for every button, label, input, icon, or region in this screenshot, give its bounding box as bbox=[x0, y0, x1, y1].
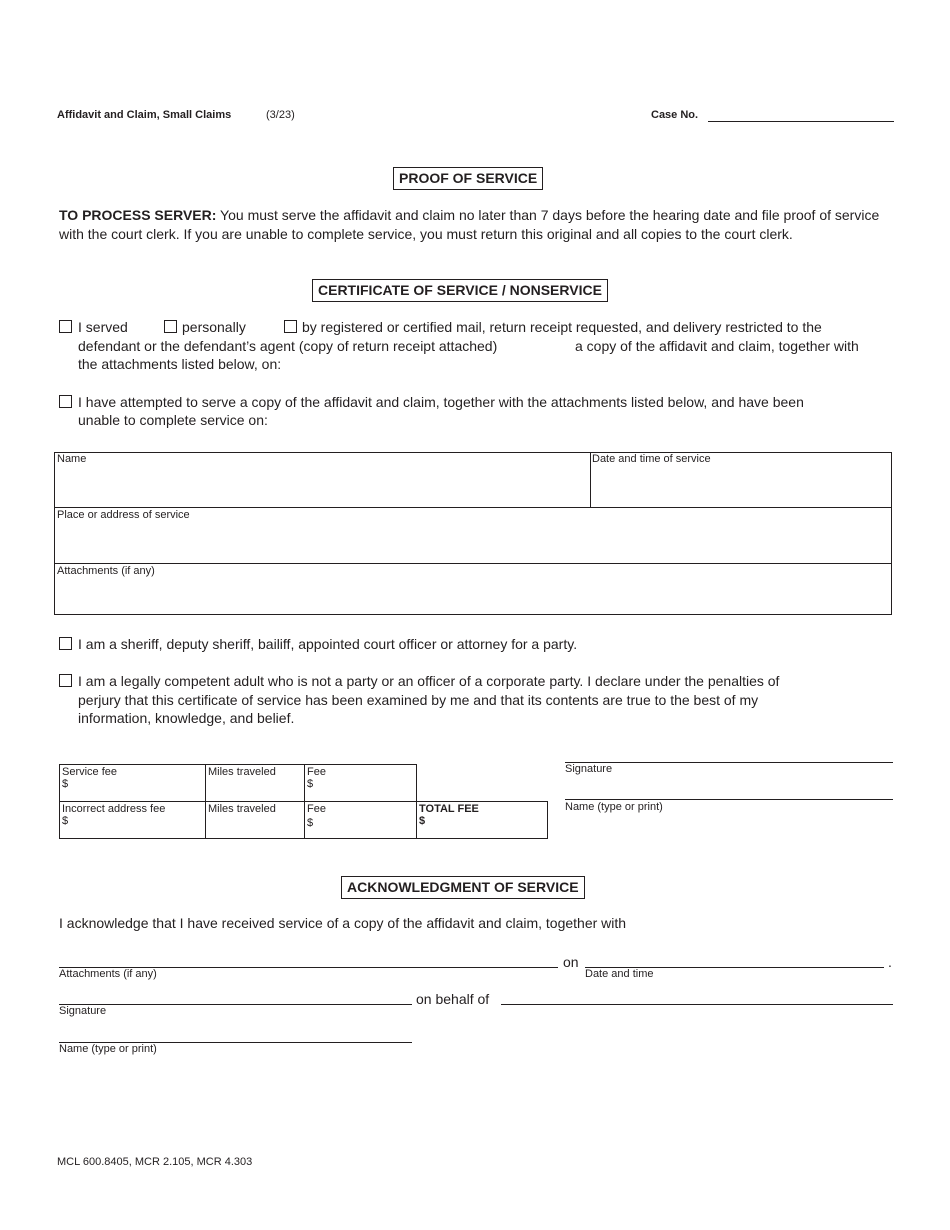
service-miles-cell[interactable] bbox=[205, 764, 305, 802]
attachments-field-label: Attachments (if any) bbox=[57, 565, 155, 577]
total-fee-cell[interactable] bbox=[416, 801, 548, 839]
currency-symbol: $ bbox=[419, 815, 426, 827]
incorrect-miles-cell[interactable] bbox=[205, 801, 305, 839]
attachments-field[interactable] bbox=[56, 580, 888, 611]
personally-label: personally bbox=[182, 319, 246, 335]
ack-behalf-label: on behalf of bbox=[416, 991, 490, 1007]
ack-datetime-label: Date and time bbox=[585, 968, 654, 980]
served-text-line2a: defendant or the defendant’s agent (copy of return receipt attached) bbox=[78, 338, 498, 354]
place-field[interactable] bbox=[56, 524, 888, 561]
currency-symbol: $ bbox=[307, 778, 314, 790]
served-text-line2b: a copy of the affidavit and claim, together with bbox=[575, 338, 859, 354]
currency-symbol: $ bbox=[307, 817, 314, 829]
adult-text-line3: information, knowledge, and belief. bbox=[78, 710, 295, 726]
adult-text-line1: I am a legally competent adult who is not a party or an officer of a corporate party. I declare under the penalties of bbox=[78, 673, 780, 689]
instruction-text: You must serve the affidavit and claim no later than 7 days before the hearing date and file proof of service with the court clerk. If you are unable to complete service, you must return this original and all copies to the court clerk. bbox=[59, 207, 880, 242]
ack-name-label: Name (type or print) bbox=[59, 1043, 157, 1055]
mail-checkbox[interactable] bbox=[284, 320, 297, 333]
sheriff-text: I am a sheriff, deputy sheriff, bailiff, appointed court officer or attorney for a party. bbox=[78, 636, 578, 652]
acknowledgment-title: ACKNOWLEDGMENT OF SERVICE bbox=[341, 876, 585, 899]
name-print-label: Name (type or print) bbox=[565, 801, 663, 813]
mail-label: by registered or certified mail, return receipt requested, and delivery restricted to the bbox=[302, 319, 822, 335]
signature-line[interactable] bbox=[565, 762, 893, 763]
form-title: Affidavit and Claim, Small Claims bbox=[57, 109, 232, 121]
ack-signature-label: Signature bbox=[59, 1005, 107, 1017]
process-server-instruction bbox=[59, 206, 889, 244]
service-table-rule bbox=[54, 507, 892, 508]
incorrect-fee-cell[interactable] bbox=[59, 801, 206, 839]
instruction-lead: TO PROCESS SERVER: bbox=[59, 207, 217, 223]
served-label: I served bbox=[78, 319, 128, 335]
miles-label: Miles traveled bbox=[208, 766, 276, 778]
service-table-rule bbox=[54, 563, 892, 564]
incorrect-miles-fee-cell[interactable] bbox=[304, 801, 417, 839]
personally-checkbox[interactable] bbox=[164, 320, 177, 333]
service-fee-cell[interactable] bbox=[59, 764, 206, 802]
datetime-field[interactable] bbox=[592, 468, 888, 505]
ack-period: . bbox=[888, 954, 892, 970]
incorrect-fee-label: Incorrect address fee bbox=[62, 803, 166, 815]
ack-attachments-label: Attachments (if any) bbox=[59, 968, 157, 980]
currency-symbol: $ bbox=[62, 815, 69, 827]
name-field[interactable] bbox=[56, 468, 588, 505]
case-no-label: Case No. bbox=[651, 109, 699, 121]
datetime-field-label: Date and time of service bbox=[592, 453, 711, 465]
served-checkbox[interactable] bbox=[59, 320, 72, 333]
attempted-checkbox[interactable] bbox=[59, 395, 72, 408]
adult-text-line2: perjury that this certificate of service has been examined by me and that its contents are true to the best of my bbox=[78, 692, 759, 708]
fee-label: Fee bbox=[307, 803, 326, 815]
fee-label: Fee bbox=[307, 766, 326, 778]
footer-citation: MCL 600.8405, MCR 2.105, MCR 4.303 bbox=[57, 1156, 253, 1168]
ack-behalf-line[interactable] bbox=[501, 1004, 893, 1005]
ack-signature-line[interactable] bbox=[59, 1004, 412, 1005]
case-no-field[interactable] bbox=[708, 121, 894, 122]
name-line[interactable] bbox=[565, 799, 893, 800]
signature-label: Signature bbox=[565, 763, 613, 775]
total-fee-label: TOTAL FEE bbox=[419, 803, 479, 815]
service-miles-fee-cell[interactable] bbox=[304, 764, 417, 802]
served-text-line3: the attachments listed below, on: bbox=[78, 356, 282, 372]
name-field-label: Name bbox=[57, 453, 87, 465]
currency-symbol: $ bbox=[62, 778, 69, 790]
adult-checkbox[interactable] bbox=[59, 674, 72, 687]
service-table-divider bbox=[590, 452, 591, 507]
proof-of-service-title: PROOF OF SERVICE bbox=[393, 167, 543, 190]
sheriff-checkbox[interactable] bbox=[59, 637, 72, 650]
attempted-text-line1: I have attempted to serve a copy of the affidavit and claim, together with the attachments listed below, and have been bbox=[78, 394, 804, 410]
acknowledgment-text: I acknowledge that I have received service of a copy of the affidavit and claim, together with bbox=[59, 915, 627, 931]
attempted-text-line2: unable to complete service on: bbox=[78, 412, 268, 428]
service-fee-label: Service fee bbox=[62, 766, 118, 778]
place-field-label: Place or address of service bbox=[57, 509, 190, 521]
form-revision: (3/23) bbox=[266, 109, 295, 121]
ack-on-label: on bbox=[563, 954, 579, 970]
certificate-title: CERTIFICATE OF SERVICE / NONSERVICE bbox=[312, 279, 608, 302]
miles-label: Miles traveled bbox=[208, 803, 276, 815]
